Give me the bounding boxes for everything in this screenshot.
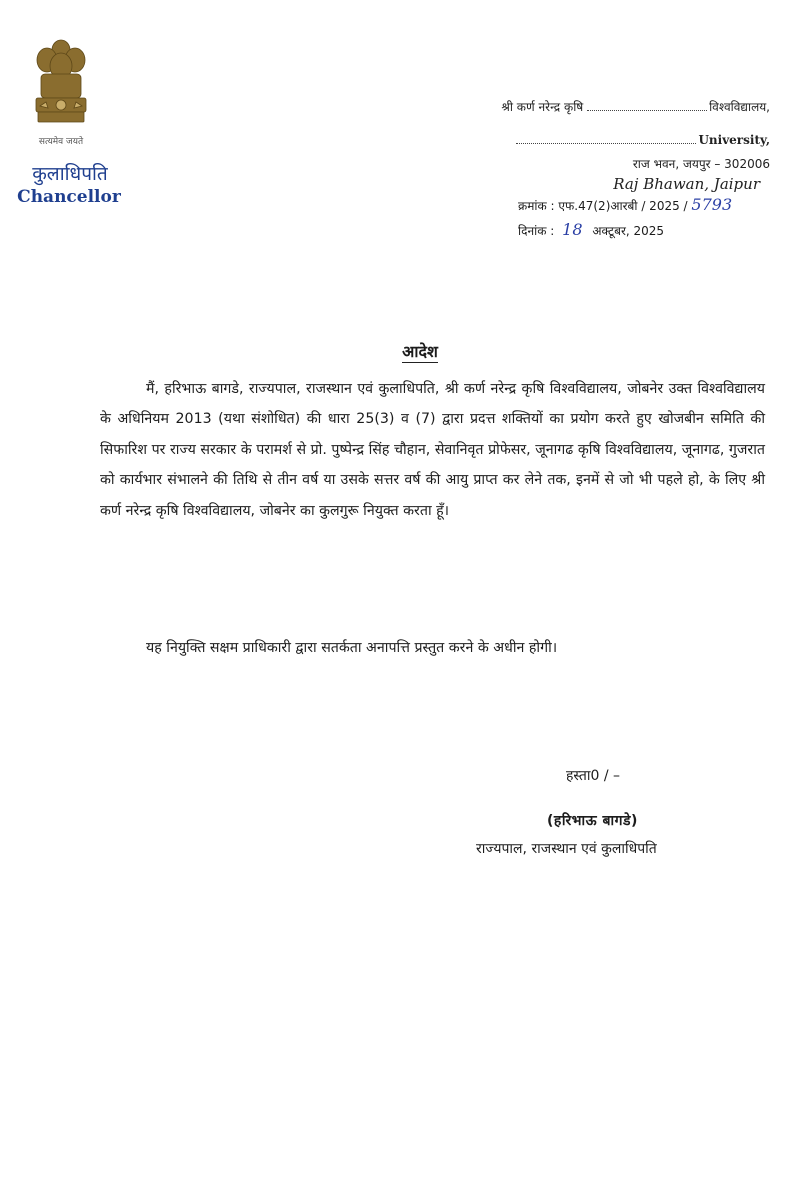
office-title-english: Chancellor bbox=[17, 187, 121, 207]
university-name: श्री कर्ण नरेन्द्र कृषि bbox=[501, 100, 584, 114]
office-title-hindi: कुलाधिपति bbox=[32, 163, 108, 185]
reference-number-value: एफ.47(2)आरबी / 2025 / bbox=[558, 199, 688, 213]
dotted-fill-line bbox=[516, 133, 696, 144]
reference-number-label: क्रमांक : bbox=[518, 199, 555, 213]
address-line-university-hindi bbox=[501, 98, 770, 115]
address-line-raj-bhawan-hindi: राज भवन, जयपुर – 302006 bbox=[632, 157, 770, 171]
university-suffix-hindi: विश्वविद्यालय, bbox=[709, 100, 770, 114]
reference-number bbox=[518, 195, 732, 214]
emblem-motto: सत्यमेव जयते bbox=[38, 137, 84, 147]
order-paragraph-2: यह नियुक्ति सक्षम प्राधिकारी द्वारा सतर्कता अनापत्ति प्रस्तुत करने के अधीन होगी। bbox=[146, 640, 558, 656]
national-emblem-lion-capital-icon bbox=[26, 36, 96, 146]
reference-date bbox=[518, 220, 664, 239]
signatory-designation: राज्यपाल, राजस्थान एवं कुलाधिपति bbox=[476, 841, 657, 857]
address-line-university-english bbox=[516, 133, 770, 147]
signature-signed-mark: हस्ता0 / – bbox=[566, 768, 621, 784]
order-heading-text: आदेश bbox=[402, 342, 438, 361]
reference-date-label: दिनांक : bbox=[518, 224, 555, 238]
reference-date-value: अक्टूबर, 2025 bbox=[592, 224, 665, 238]
address-line-raj-bhawan-english: Raj Bhawan, Jaipur bbox=[613, 175, 760, 193]
order-paragraph-1: मैं, हरिभाऊ बागडे, राज्यपाल, राजस्थान एवं कुलाधिपति, श्री कर्ण नरेन्द्र कृषि विश्वविद्यालय, जोबनेर उक्त विश्वविद्यालय के अधिनियम 2013 (यथा संशोधित) की धारा 25(3) व (7) द्वारा प्रदत्त शक्तियों का प्रयोग करते हुए खोजबीन समिति की सिफारिश पर राज्य सरकार के परामर्श से प्रो. पुष्पेन्द्र सिंह चौहान, सेवानिवृत प्रोफेसर, जूनागढ कृषि विश्वविद्यालय, जूनागढ, गुजरात को कार्यभार संभालने की तिथि से तीन वर्ष या उसके सत्तर वर्ष की आयु प्राप्त कर लेने तक, इनमें से जो भी पहले हो, के लिए श्री कर्ण नरेन्द्र कृषि विश्वविद्यालय, जोबनेर का कुलगुरू नियुक्त करता हूँ। bbox=[100, 381, 765, 519]
dotted-fill-line bbox=[587, 100, 707, 111]
order-heading bbox=[0, 340, 800, 362]
reference-date-handwritten: 18 bbox=[562, 220, 583, 239]
university-suffix-english: University, bbox=[698, 133, 770, 147]
reference-number-handwritten: 5793 bbox=[691, 195, 733, 214]
signatory-name: (हरिभाऊ बागडे) bbox=[547, 813, 638, 829]
